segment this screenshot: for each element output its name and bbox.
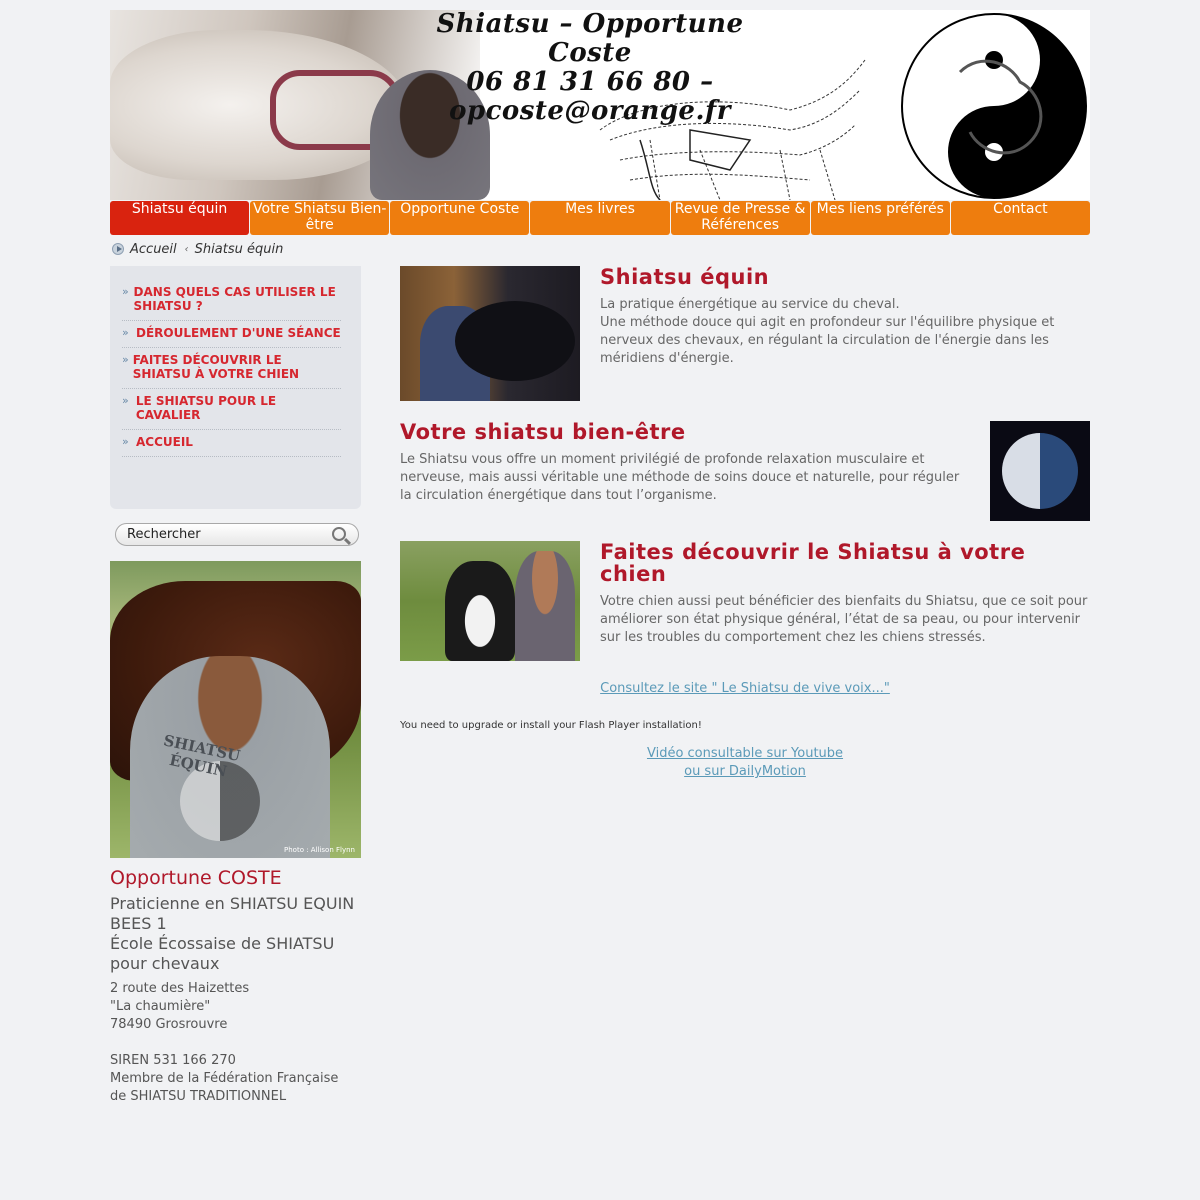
double-chevron-icon: »	[122, 285, 129, 298]
search-box	[115, 523, 359, 546]
article-title[interactable]: Faites découvrir le Shiatsu à votre chien	[600, 540, 1026, 586]
article-text: Votre chien aussi peut bénéficier des bienfaits du Shiatsu, que ce soit pour améliorer son état physique général, l’état de sa peau, ou pour intervenir sur les troubles du comportement chez les chiens stressés.	[600, 594, 1088, 645]
article-text-line: La pratique énergétique au service du cheval.	[600, 297, 900, 312]
article-horse-image[interactable]	[400, 266, 580, 401]
contact-role-line: BEES 1	[110, 914, 167, 933]
search-icon[interactable]	[332, 527, 346, 541]
contact-role	[110, 894, 370, 974]
sidebar-item-label: FAITES DÉCOUVRIR LE SHIATSU À VOTRE CHIEN	[132, 353, 300, 381]
video-links	[400, 745, 1090, 781]
main-nav	[110, 201, 1090, 235]
siren-number: SIREN 531 166 270	[110, 1053, 236, 1068]
breadcrumb	[112, 241, 283, 257]
dailymotion-link[interactable]: ou sur DailyMotion	[684, 764, 806, 779]
youtube-link[interactable]: Vidéo consultable sur Youtube	[646, 746, 844, 761]
article-shiatsu-equin	[600, 266, 1090, 368]
contact-name: Opportune COSTE	[110, 867, 282, 889]
nav-item-revue-de-presse[interactable]: Revue de Presse & Références	[671, 201, 810, 235]
banner-title-line1: Shiatsu – Opportune Coste	[436, 10, 744, 68]
breadcrumb-current: Shiatsu équin	[194, 241, 284, 257]
sidebar-item-cavalier[interactable]	[122, 389, 341, 430]
article-title[interactable]: Votre shiatsu bien-être	[400, 420, 686, 444]
membership-line: Membre de la Fédération Française	[110, 1071, 339, 1086]
nav-item-shiatsu-equin[interactable]: Shiatsu équin	[110, 201, 249, 235]
image-person-shape	[515, 551, 575, 661]
article-title[interactable]: Shiatsu équin	[600, 265, 770, 289]
contact-role-line: École Écossaise de SHIATSU pour chevaux	[110, 934, 335, 973]
nav-item-mes-livres[interactable]: Mes livres	[530, 201, 669, 235]
contact-info	[110, 866, 370, 1106]
sidebar-item-label: DANS QUELS CAS UTILISER LE SHIATSU ?	[133, 285, 336, 313]
vive-voix-link[interactable]: Consultez le site " Le Shiatsu de vive voix..."	[600, 681, 890, 696]
header-banner	[110, 10, 1090, 200]
sidebar-item-accueil[interactable]	[122, 430, 341, 457]
address-line: 2 route des Haizettes	[110, 981, 250, 996]
contact-role-line: Praticienne en SHIATSU EQUIN	[110, 894, 355, 913]
article-shiatsu-bien-etre	[400, 421, 970, 505]
sidebar-item-chien[interactable]	[122, 348, 341, 389]
shirt-logo-text: SHIATSU ÉQUIN	[161, 731, 242, 781]
address-line: "La chaumière"	[110, 999, 211, 1014]
search-input[interactable]	[127, 527, 322, 542]
image-horse-shape	[455, 301, 575, 381]
contact-address	[110, 980, 370, 1106]
yin-yang-horse-logo	[900, 12, 1088, 200]
breadcrumb-arrow-icon	[112, 243, 124, 255]
sidebar-item-label: ACCUEIL	[136, 435, 193, 449]
nav-item-opportune-coste[interactable]: Opportune Coste	[390, 201, 529, 235]
banner-title	[410, 10, 770, 126]
vive-voix-section	[400, 681, 1090, 696]
double-chevron-icon: »	[122, 353, 129, 366]
banner-title-line2: 06 81 31 66 80 – opcoste@orange.fr	[449, 67, 731, 126]
nav-item-mes-liens[interactable]: Mes liens préférés	[811, 201, 950, 235]
breadcrumb-home-link[interactable]: Accueil	[130, 241, 177, 257]
article-yin-yang-earth-image[interactable]	[990, 421, 1090, 521]
sidebar-item-label: LE SHIATSU POUR LE CAVALIER	[135, 394, 277, 422]
membership-line: de SHIATSU TRADITIONNEL	[110, 1089, 287, 1104]
yin-yang-icon	[1002, 433, 1078, 509]
address-line: 78490 Grosrouvre	[110, 1017, 228, 1032]
photo-credit: Photo : Allison Flynn	[284, 846, 355, 854]
sidebar-item-dans-quels-cas[interactable]	[122, 280, 341, 321]
double-chevron-icon: »	[122, 326, 129, 339]
double-chevron-icon: »	[122, 394, 129, 407]
sidebar-item-deroulement[interactable]	[122, 321, 341, 348]
nav-item-shiatsu-bien-etre[interactable]: Votre Shiatsu Bien-être	[250, 201, 389, 235]
article-text	[600, 296, 1090, 368]
article-text-line: Une méthode douce qui agit en profondeur sur l'équilibre physique et nerveux des chevaux, en régulant la circulation de l'énergie dans les méridiens d'énergie.	[600, 315, 1055, 366]
flash-notice: You need to upgrade or install your Flash Player installation!	[400, 720, 702, 731]
double-chevron-icon: »	[122, 435, 129, 448]
sidebar-photo	[110, 561, 361, 858]
article-dog-image[interactable]	[400, 541, 580, 661]
sidebar-menu	[110, 266, 361, 509]
breadcrumb-separator-icon: ‹	[184, 243, 189, 255]
article-text: Le Shiatsu vous offre un moment privilégié de profonde relaxation musculaire et nerveuse, mais aussi véritable une méthode de soins douce et naturelle, pour réguler la circulation énergétique dans tout l’organisme.	[400, 452, 960, 503]
article-shiatsu-chien	[600, 541, 1090, 647]
sidebar-item-label: DÉROULEMENT D'UNE SÉANCE	[136, 326, 341, 340]
nav-item-contact[interactable]: Contact	[951, 201, 1090, 235]
image-dog-shape	[445, 561, 515, 661]
